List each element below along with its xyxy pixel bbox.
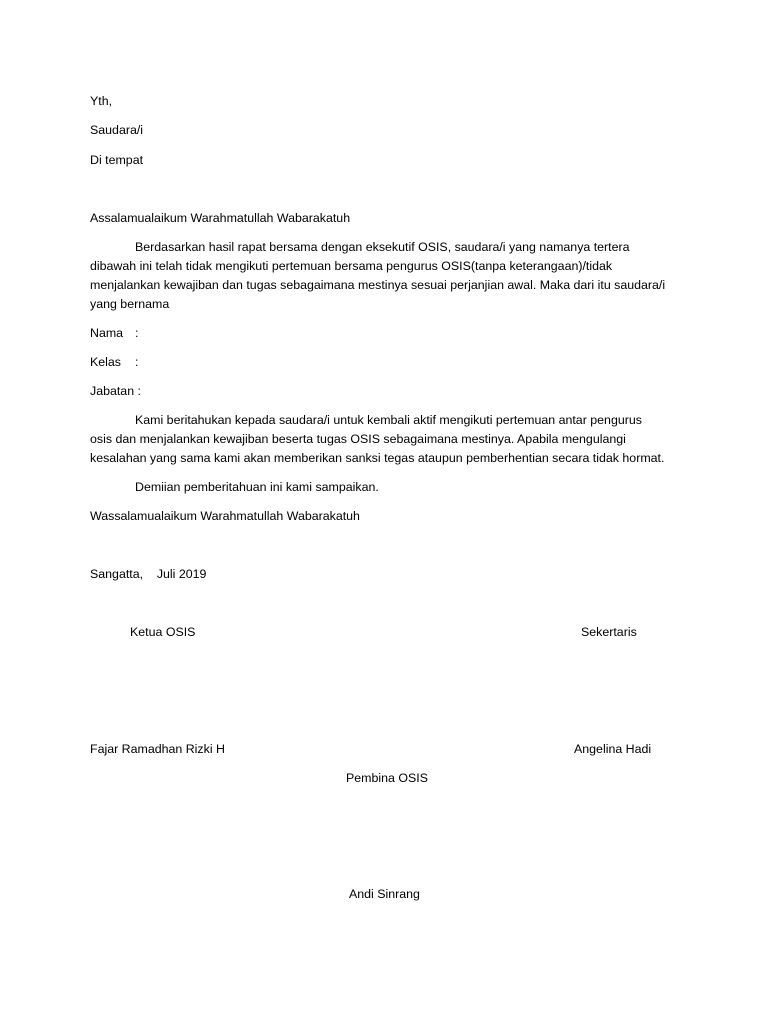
address-saudara: Saudara/i <box>90 123 144 137</box>
field-kelas-colon: : <box>135 355 139 369</box>
sekertaris-name: Angelina Hadi <box>574 742 652 756</box>
greeting: Assalamualaikum Warahmatullah Wabarakatuh <box>90 211 351 225</box>
paragraph1-line: yang bernama <box>90 297 170 311</box>
field-nama-label: Nama <box>90 326 124 340</box>
pembina-name: Andi Sinrang <box>349 887 420 901</box>
address-yth: Yth, <box>90 94 113 108</box>
farewell: Wassalamualaikum Warahmatullah Wabarakatuh <box>90 509 360 523</box>
pembina-title: Pembina OSIS <box>346 771 428 785</box>
ketua-title: Ketua OSIS <box>130 625 196 639</box>
field-jabatan-label: Jabatan : <box>90 384 141 398</box>
closing-sentence: Demiian pemberitahuan ini kami sampaikan. <box>135 480 379 494</box>
paragraph2-line: osis dan menjalankan kewajiban beserta tugas OSIS sebagaimana mestinya. Apabila mengulangi <box>90 432 626 446</box>
place-date: Sangatta, Juli 2019 <box>90 567 207 581</box>
paragraph1-line: Berdasarkan hasil rapat bersama dengan eksekutif OSIS, saudara/i yang namanya tertera <box>135 240 630 254</box>
paragraph2-line: kesalahan yang sama kami akan memberikan sanksi tegas ataupun pemberhentian secara tidak hormat. <box>90 451 665 465</box>
field-kelas-label: Kelas <box>90 355 121 369</box>
address-di-tempat: Di tempat <box>90 153 144 167</box>
field-nama-colon: : <box>135 326 139 340</box>
paragraph2-line: Kami beritahukan kepada saudara/i untuk kembali aktif mengikuti pertemuan antar pengurus <box>135 413 642 427</box>
paragraph1-line: dibawah ini telah tidak mengikuti pertemuan bersama pengurus OSIS(tanpa keterangaan)/tidak <box>90 259 613 273</box>
ketua-name: Fajar Ramadhan Rizki H <box>90 742 225 756</box>
paragraph1-line: menjalankan kewajiban dan tugas sebagaimana mestinya sesuai perjanjian awal. Maka dari itu saudara/i <box>90 278 666 292</box>
sekertaris-title: Sekertaris <box>581 625 637 639</box>
